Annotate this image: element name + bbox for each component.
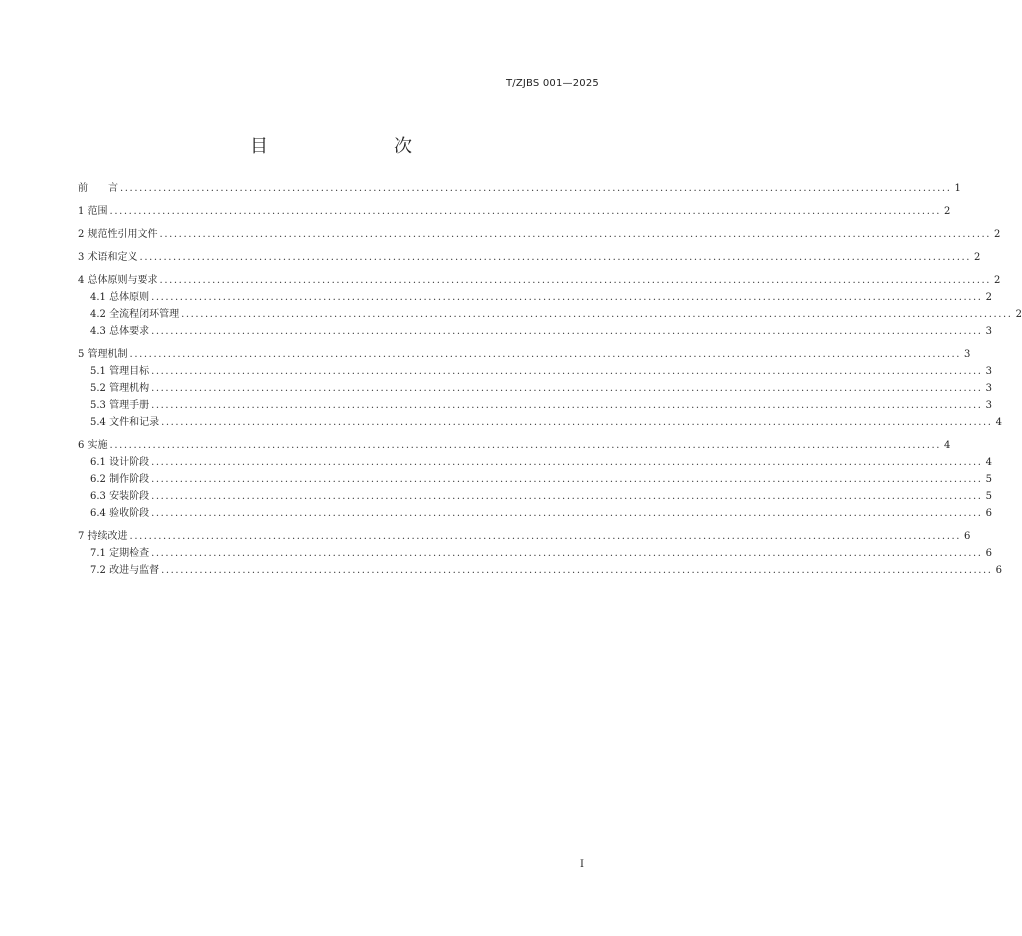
toc-leader-dots: .............................................................................................................................................................................. bbox=[109, 440, 942, 451]
toc-entry-label: 4.2 全流程闭环管理 bbox=[90, 306, 181, 323]
toc-entry-label: 6.3 安装阶段 bbox=[90, 488, 151, 505]
toc-leader-dots: .............................................................................................................................................................................. bbox=[151, 548, 983, 559]
toc-entry-label: 前 言 bbox=[78, 180, 120, 197]
toc-entry-6[interactable] bbox=[78, 437, 951, 454]
toc-leader-dots: .............................................................................................................................................................................. bbox=[139, 252, 972, 263]
toc-entry-label: 6 实施 bbox=[78, 437, 110, 454]
toc-leader-dots: .............................................................................................................................................................................. bbox=[161, 565, 993, 576]
toc-leader-dots: .............................................................................................................................................................................. bbox=[120, 183, 952, 194]
toc-entry-page: 3 bbox=[983, 397, 992, 414]
toc-entry-page: 2 bbox=[971, 249, 980, 266]
toc-title: 目 次 bbox=[250, 136, 442, 157]
toc-entry-2[interactable] bbox=[78, 226, 1001, 243]
toc-entry-label: 5.3 管理手册 bbox=[90, 397, 151, 414]
toc-entry-5[interactable] bbox=[78, 346, 971, 363]
toc-leader-dots: .............................................................................................................................................................................. bbox=[151, 400, 983, 411]
toc-leader-dots: .............................................................................................................................................................................. bbox=[161, 417, 993, 428]
table-of-contents bbox=[78, 180, 1022, 579]
toc-entry-4[interactable] bbox=[78, 272, 1001, 289]
toc-entry-label: 4.1 总体原则 bbox=[90, 289, 151, 306]
toc-entry-page: 2 bbox=[941, 203, 950, 220]
toc-entry-6-1[interactable] bbox=[78, 454, 992, 471]
toc-leader-dots: .............................................................................................................................................................................. bbox=[151, 508, 983, 519]
toc-leader-dots: .............................................................................................................................................................................. bbox=[151, 383, 983, 394]
toc-entry-page: 4 bbox=[941, 437, 950, 454]
toc-entry-page: 5 bbox=[983, 471, 992, 488]
toc-leader-dots: .............................................................................................................................................................................. bbox=[159, 275, 992, 286]
toc-leader-dots: .............................................................................................................................................................................. bbox=[151, 491, 983, 502]
toc-leader-dots: .............................................................................................................................................................................. bbox=[129, 349, 962, 360]
toc-entry-4-3[interactable] bbox=[78, 323, 992, 340]
toc-leader-dots: .............................................................................................................................................................................. bbox=[151, 474, 983, 485]
toc-entry-label: 5 管理机制 bbox=[78, 346, 130, 363]
toc-entry-label: 7.1 定期检查 bbox=[90, 545, 151, 562]
toc-entry-foreword[interactable] bbox=[78, 180, 961, 197]
toc-leader-dots: .............................................................................................................................................................................. bbox=[151, 326, 983, 337]
toc-entry-7-2[interactable] bbox=[78, 562, 1002, 579]
toc-leader-dots: .............................................................................................................................................................................. bbox=[129, 531, 962, 542]
toc-entry-page: 2 bbox=[991, 226, 1000, 243]
toc-entry-page: 4 bbox=[983, 454, 992, 471]
document-code: T/ZJBS 001—2025 bbox=[505, 78, 599, 89]
toc-entry-label: 5.2 管理机构 bbox=[90, 380, 151, 397]
toc-entry-5-4[interactable] bbox=[78, 414, 1002, 431]
toc-entry-page: 6 bbox=[983, 545, 992, 562]
toc-entry-5-3[interactable] bbox=[78, 397, 992, 414]
toc-entry-7-1[interactable] bbox=[78, 545, 992, 562]
toc-entry-page: 4 bbox=[993, 414, 1002, 431]
toc-entry-label: 3 术语和定义 bbox=[78, 249, 140, 266]
toc-entry-page: 6 bbox=[993, 562, 1002, 579]
toc-entry-label: 4.3 总体要求 bbox=[90, 323, 151, 340]
toc-entry-page: 3 bbox=[961, 346, 970, 363]
toc-entry-label: 7 持续改进 bbox=[78, 528, 130, 545]
toc-entry-page: 2 bbox=[1013, 306, 1022, 323]
toc-leader-dots: .............................................................................................................................................................................. bbox=[151, 457, 983, 468]
toc-entry-label: 6.1 设计阶段 bbox=[90, 454, 151, 471]
toc-entry-label: 6.4 验收阶段 bbox=[90, 505, 151, 522]
page-number: I bbox=[580, 859, 584, 870]
toc-entry-5-1[interactable] bbox=[78, 363, 992, 380]
toc-entry-3[interactable] bbox=[78, 249, 981, 266]
toc-entry-page: 3 bbox=[983, 363, 992, 380]
toc-leader-dots: .............................................................................................................................................................................. bbox=[159, 229, 992, 240]
toc-entry-label: 2 规范性引用文件 bbox=[78, 226, 160, 243]
toc-entry-page: 1 bbox=[952, 180, 961, 197]
toc-entry-1[interactable] bbox=[78, 203, 951, 220]
toc-entry-page: 3 bbox=[983, 323, 992, 340]
toc-entry-page: 5 bbox=[983, 488, 992, 505]
toc-entry-label: 5.4 文件和记录 bbox=[90, 414, 161, 431]
toc-entry-6-3[interactable] bbox=[78, 488, 992, 505]
toc-entry-5-2[interactable] bbox=[78, 380, 992, 397]
toc-entry-label: 5.1 管理目标 bbox=[90, 363, 151, 380]
toc-entry-page: 3 bbox=[983, 380, 992, 397]
toc-entry-label: 6.2 制作阶段 bbox=[90, 471, 151, 488]
toc-entry-page: 2 bbox=[991, 272, 1000, 289]
toc-leader-dots: .............................................................................................................................................................................. bbox=[109, 206, 942, 217]
toc-entry-label: 7.2 改进与监督 bbox=[90, 562, 161, 579]
toc-entry-label: 1 范围 bbox=[78, 203, 110, 220]
toc-entry-7[interactable] bbox=[78, 528, 971, 545]
toc-entry-4-1[interactable] bbox=[78, 289, 992, 306]
toc-entry-label: 4 总体原则与要求 bbox=[78, 272, 160, 289]
toc-entry-page: 2 bbox=[983, 289, 992, 306]
toc-leader-dots: .............................................................................................................................................................................. bbox=[151, 366, 983, 377]
toc-leader-dots: .............................................................................................................................................................................. bbox=[181, 309, 1013, 320]
toc-entry-page: 6 bbox=[983, 505, 992, 522]
toc-entry-page: 6 bbox=[961, 528, 970, 545]
toc-entry-6-4[interactable] bbox=[78, 505, 992, 522]
toc-entry-6-2[interactable] bbox=[78, 471, 992, 488]
toc-leader-dots: .............................................................................................................................................................................. bbox=[151, 292, 983, 303]
toc-entry-4-2[interactable] bbox=[78, 306, 1022, 323]
